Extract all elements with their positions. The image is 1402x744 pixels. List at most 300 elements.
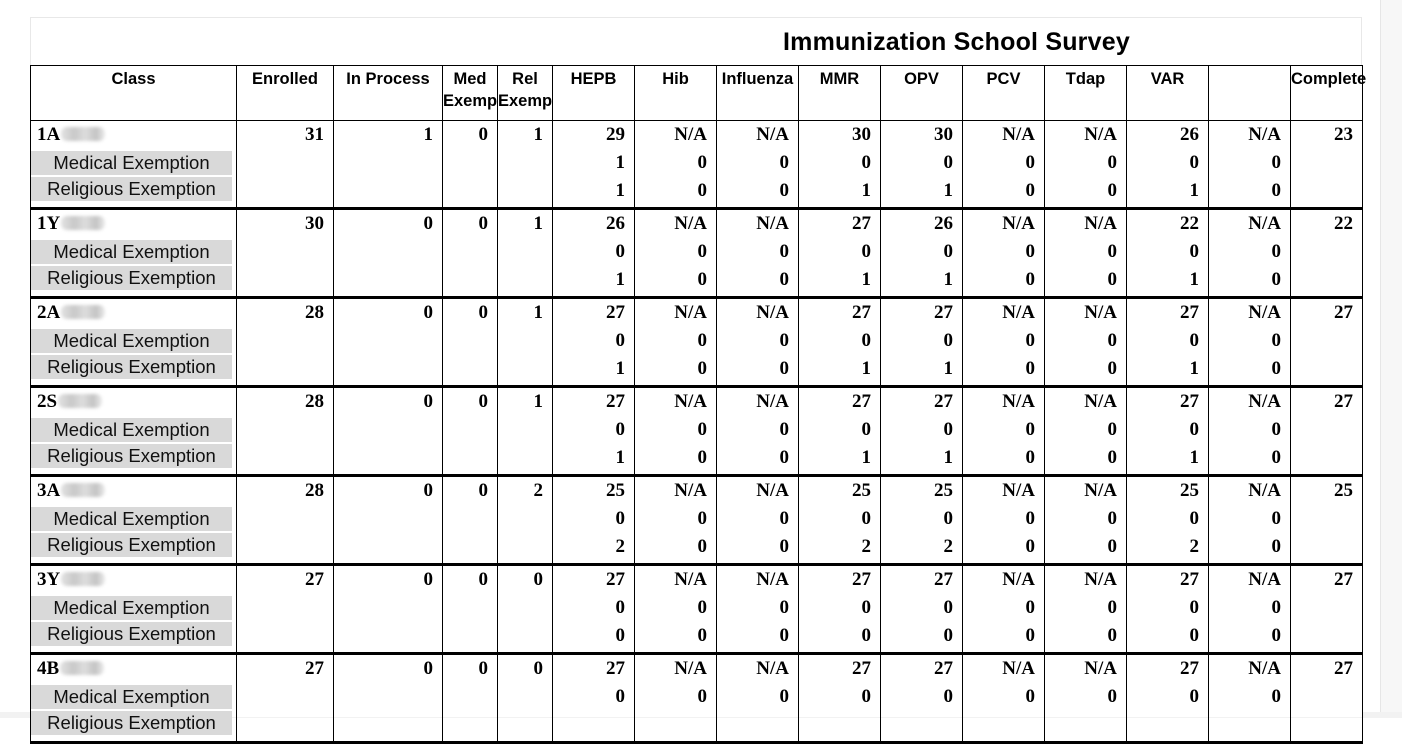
complete-value: 23 (1334, 124, 1353, 145)
vaccine-count: 26 (934, 213, 953, 234)
vaccine-count: 27 (852, 658, 871, 679)
header-row (31, 66, 1363, 121)
class-row (31, 654, 1363, 743)
vaccine-count: 27 (852, 302, 871, 323)
religious-exemption-label: Religious Exemption (31, 266, 232, 290)
vaccine-religious-count (1127, 711, 1208, 739)
vaccine-medical-count: 0 (1107, 330, 1117, 351)
class-cell (31, 565, 237, 654)
vaccine-religious-count: 0 (1025, 447, 1035, 468)
med-exemp-value: 0 (478, 480, 488, 501)
med-exemp-value: 0 (478, 569, 488, 590)
vaccine-medical-count: 0 (1189, 686, 1199, 707)
vaccine-medical-count: 0 (779, 152, 789, 173)
med-exemp-value: 0 (478, 658, 488, 679)
vaccine-count: N/A (674, 391, 707, 412)
vaccine-cell (553, 476, 635, 565)
redacted-name-blur (60, 661, 104, 675)
header-var: VAR (1127, 66, 1209, 121)
vaccine-cell (1127, 565, 1209, 654)
vaccine-count: N/A (674, 124, 707, 145)
class-cell (31, 298, 237, 387)
vaccine-medical-count: 0 (1025, 152, 1035, 173)
medical-exemption-label: Medical Exemption (31, 329, 232, 353)
vaccine-medical-count: 0 (1271, 241, 1281, 262)
report-header (30, 17, 1362, 65)
vaccine-religious-count: 0 (1025, 536, 1035, 557)
complete-cell (1291, 209, 1363, 298)
vaccine-cell (881, 298, 963, 387)
vaccine-religious-count: 0 (1271, 536, 1281, 557)
vaccine-cell (963, 654, 1045, 743)
vaccine-count: N/A (756, 480, 789, 501)
in-process-value-cell (334, 387, 443, 476)
class-cell (31, 654, 237, 743)
vaccine-medical-count: 0 (1025, 419, 1035, 440)
vaccine-count: N/A (1002, 569, 1035, 590)
vaccine-cell (1127, 209, 1209, 298)
vaccine-count: N/A (756, 391, 789, 412)
header-class: Class (31, 66, 237, 121)
vaccine-religious-count: 0 (697, 180, 707, 201)
in-process-value-cell (334, 298, 443, 387)
vaccine-religious-count (1045, 711, 1126, 739)
med-exemp-value: 0 (478, 124, 488, 145)
vaccine-religious-count: 2 (861, 536, 871, 557)
header-in-process: In Process (334, 66, 443, 121)
vaccine-religious-count: 0 (1107, 269, 1117, 290)
vaccine-medical-count: 0 (943, 508, 953, 529)
class-cell (31, 387, 237, 476)
vaccine-medical-count: 0 (779, 686, 789, 707)
vaccine-cell (1045, 121, 1127, 209)
vaccine-count: 27 (852, 213, 871, 234)
header-mmr: MMR (799, 66, 881, 121)
rel-exemp-value-cell (498, 565, 553, 654)
vaccine-cell (635, 565, 717, 654)
in-process-value: 0 (423, 480, 433, 501)
vaccine-medical-count: 0 (1107, 508, 1117, 529)
vaccine-religious-count: 2 (1189, 536, 1199, 557)
rel-exemp-value: 2 (533, 480, 543, 501)
vaccine-cell (717, 387, 799, 476)
enrolled-value-cell (237, 387, 334, 476)
class-name-text: 1Y (37, 213, 61, 234)
vaccine-cell (553, 565, 635, 654)
vaccine-count: N/A (1248, 302, 1281, 323)
vaccine-cell (553, 387, 635, 476)
vaccine-religious-count: 0 (779, 447, 789, 468)
vaccine-medical-count: 0 (1271, 686, 1281, 707)
vaccine-count: 30 (852, 124, 871, 145)
vaccine-religious-count: 1 (861, 447, 871, 468)
vaccine-count: N/A (1084, 302, 1117, 323)
vaccine-count: N/A (1248, 391, 1281, 412)
vaccine-medical-count: 0 (697, 152, 707, 173)
complete-cell (1291, 654, 1363, 743)
in-process-value: 0 (423, 213, 433, 234)
vaccine-count: N/A (1084, 658, 1117, 679)
med-exemp-value-cell (443, 387, 498, 476)
medical-exemption-label: Medical Exemption (31, 685, 232, 709)
vaccine-count: N/A (1084, 569, 1117, 590)
class-row (31, 476, 1363, 565)
vaccine-medical-count: 0 (1271, 597, 1281, 618)
vaccine-cell (1127, 121, 1209, 209)
enrolled-value: 30 (305, 213, 324, 234)
header-rel-exemp: Rel Exemp (498, 66, 553, 121)
vaccine-religious-count: 1 (861, 180, 871, 201)
vaccine-religious-count: 1 (615, 358, 625, 379)
complete-cell (1291, 387, 1363, 476)
medical-exemption-label: Medical Exemption (31, 151, 232, 175)
vaccine-cell (635, 298, 717, 387)
vaccine-count: 25 (852, 480, 871, 501)
vaccine-count: 27 (852, 391, 871, 412)
vaccine-religious-count: 1 (615, 269, 625, 290)
vaccine-medical-count: 0 (1025, 508, 1035, 529)
header-complete: Complete (1291, 66, 1363, 121)
vaccine-religious-count: 0 (779, 269, 789, 290)
vaccine-count: 27 (1180, 302, 1199, 323)
enrolled-value: 27 (305, 658, 324, 679)
med-exemp-value-cell (443, 209, 498, 298)
enrolled-value-cell (237, 298, 334, 387)
in-process-value: 0 (423, 658, 433, 679)
vaccine-cell (881, 209, 963, 298)
vaccine-religious-count: 0 (943, 625, 953, 646)
complete-value: 27 (1334, 658, 1353, 679)
header-tdap: Tdap (1045, 66, 1127, 121)
vaccine-count: 27 (934, 302, 953, 323)
redacted-name-blur (61, 127, 105, 141)
vaccine-cell (881, 387, 963, 476)
rel-exemp-value-cell (498, 209, 553, 298)
vaccine-medical-count: 0 (861, 419, 871, 440)
in-process-value: 1 (423, 124, 433, 145)
vaccine-count: N/A (1248, 569, 1281, 590)
vaccine-count: N/A (1084, 124, 1117, 145)
rel-exemp-value-cell (498, 121, 553, 209)
vaccine-medical-count: 0 (861, 508, 871, 529)
vaccine-medical-count: 0 (615, 419, 625, 440)
vaccine-cell (1127, 654, 1209, 743)
vaccine-count: 22 (1180, 213, 1199, 234)
vaccine-cell (717, 565, 799, 654)
enrolled-value: 31 (305, 124, 324, 145)
vaccine-medical-count: 0 (779, 508, 789, 529)
vaccine-medical-count: 0 (1271, 152, 1281, 173)
vaccine-cell (881, 476, 963, 565)
rel-exemp-value: 1 (533, 391, 543, 412)
vaccine-religious-count: 1 (615, 180, 625, 201)
vaccine-religious-count: 1 (1189, 358, 1199, 379)
rel-exemp-value: 0 (533, 658, 543, 679)
complete-value: 22 (1334, 213, 1353, 234)
vaccine-cell (635, 121, 717, 209)
religious-exemption-label: Religious Exemption (31, 355, 232, 379)
vaccine-religious-count: 2 (615, 536, 625, 557)
enrolled-value-cell (237, 209, 334, 298)
vaccine-medical-count: 0 (779, 330, 789, 351)
med-exemp-value: 0 (478, 213, 488, 234)
vaccine-religious-count: 1 (615, 447, 625, 468)
survey-body (31, 121, 1363, 743)
vaccine-medical-count: 0 (1271, 330, 1281, 351)
in-process-value: 0 (423, 569, 433, 590)
rel-exemp-value-cell (498, 387, 553, 476)
class-row (31, 565, 1363, 654)
class-row (31, 121, 1363, 209)
med-exemp-value-cell (443, 298, 498, 387)
vaccine-cell (1127, 387, 1209, 476)
vaccine-religious-count: 0 (779, 180, 789, 201)
vaccine-cell (553, 298, 635, 387)
vaccine-medical-count: 0 (615, 330, 625, 351)
vaccine-religious-count: 0 (1271, 358, 1281, 379)
med-exemp-value-cell (443, 565, 498, 654)
class-name (31, 477, 236, 505)
in-process-value-cell (334, 121, 443, 209)
vaccine-medical-count: 0 (1107, 597, 1117, 618)
vaccine-cell (717, 476, 799, 565)
vaccine-cell (963, 387, 1045, 476)
vaccine-medical-count: 0 (697, 597, 707, 618)
vaccine-cell (881, 654, 963, 743)
report-title: Immunization School Survey (783, 28, 1130, 56)
class-name (31, 121, 236, 149)
vaccine-cell (799, 387, 881, 476)
vaccine-cell (1209, 298, 1291, 387)
class-name (31, 388, 236, 416)
vaccine-religious-count (1209, 711, 1290, 739)
vaccine-religious-count: 0 (779, 536, 789, 557)
complete-cell (1291, 476, 1363, 565)
vaccine-cell (1127, 476, 1209, 565)
vaccine-cell (1209, 209, 1291, 298)
vaccine-religious-count: 0 (1271, 269, 1281, 290)
vaccine-medical-count: 1 (615, 152, 625, 173)
vaccine-count: N/A (674, 302, 707, 323)
class-name (31, 210, 236, 238)
complete-cell (1291, 298, 1363, 387)
vaccine-count: 29 (606, 124, 625, 145)
survey-table (30, 65, 1367, 744)
vaccine-medical-count: 0 (615, 241, 625, 262)
vaccine-religious-count: 0 (1271, 625, 1281, 646)
vaccine-cell (553, 654, 635, 743)
medical-exemption-label: Medical Exemption (31, 418, 232, 442)
viewer-scroll-area[interactable] (1380, 0, 1402, 718)
vaccine-count: N/A (1248, 213, 1281, 234)
vaccine-medical-count: 0 (1025, 241, 1035, 262)
vaccine-medical-count: 0 (943, 330, 953, 351)
vaccine-medical-count: 0 (697, 686, 707, 707)
vaccine-count: N/A (674, 658, 707, 679)
redacted-name-blur (61, 483, 105, 497)
vaccine-cell (717, 298, 799, 387)
report-page (30, 17, 1367, 733)
vaccine-medical-count: 0 (1189, 597, 1199, 618)
vaccine-religious-count: 0 (1025, 625, 1035, 646)
vaccine-count: 27 (606, 658, 625, 679)
redacted-name-blur (61, 572, 105, 586)
vaccine-religious-count (717, 711, 798, 739)
vaccine-medical-count: 0 (779, 597, 789, 618)
vaccine-medical-count: 0 (1107, 686, 1117, 707)
vaccine-medical-count: 0 (943, 152, 953, 173)
class-name-text: 2S (37, 391, 58, 412)
rel-exemp-value-cell (498, 654, 553, 743)
vaccine-medical-count: 0 (1189, 152, 1199, 173)
vaccine-count: N/A (1084, 480, 1117, 501)
in-process-value-cell (334, 654, 443, 743)
vaccine-count: N/A (1248, 124, 1281, 145)
vaccine-medical-count: 0 (697, 330, 707, 351)
vaccine-count: 27 (852, 569, 871, 590)
vaccine-medical-count: 0 (943, 686, 953, 707)
vaccine-religious-count: 0 (697, 358, 707, 379)
vaccine-religious-count: 0 (861, 625, 871, 646)
class-name-text: 3Y (37, 569, 61, 590)
vaccine-count: N/A (1002, 302, 1035, 323)
vaccine-medical-count: 0 (1107, 241, 1117, 262)
vaccine-medical-count: 0 (943, 419, 953, 440)
vaccine-cell (963, 298, 1045, 387)
vaccine-count: 30 (934, 124, 953, 145)
vaccine-religious-count (635, 711, 716, 739)
vaccine-cell (799, 209, 881, 298)
vaccine-count: 26 (606, 213, 625, 234)
vaccine-religious-count: 0 (1025, 358, 1035, 379)
vaccine-religious-count: 2 (943, 536, 953, 557)
vaccine-religious-count: 0 (779, 358, 789, 379)
in-process-value-cell (334, 476, 443, 565)
vaccine-cell (1209, 654, 1291, 743)
religious-exemption-label: Religious Exemption (31, 711, 232, 735)
complete-cell (1291, 121, 1363, 209)
in-process-value: 0 (423, 302, 433, 323)
vaccine-cell (635, 209, 717, 298)
in-process-value-cell (334, 565, 443, 654)
vaccine-medical-count: 0 (1189, 419, 1199, 440)
vaccine-count: N/A (1248, 658, 1281, 679)
class-row (31, 209, 1363, 298)
vaccine-medical-count: 0 (1107, 152, 1117, 173)
vaccine-count: N/A (1002, 658, 1035, 679)
class-name (31, 655, 236, 683)
vaccine-cell (1045, 298, 1127, 387)
vaccine-medical-count: 0 (861, 597, 871, 618)
vaccine-medical-count: 0 (1025, 686, 1035, 707)
enrolled-value-cell (237, 476, 334, 565)
med-exemp-value: 0 (478, 391, 488, 412)
religious-exemption-label: Religious Exemption (31, 177, 232, 201)
vaccine-count: 27 (606, 391, 625, 412)
vaccine-medical-count: 0 (861, 686, 871, 707)
vaccine-count: 25 (606, 480, 625, 501)
class-name-text: 3A (37, 480, 61, 501)
vaccine-medical-count: 0 (697, 241, 707, 262)
vaccine-count: N/A (756, 124, 789, 145)
enrolled-value: 28 (305, 302, 324, 323)
class-name-text: 4B (37, 658, 60, 679)
medical-exemption-label: Medical Exemption (31, 507, 232, 531)
vaccine-religious-count: 0 (779, 625, 789, 646)
rel-exemp-value: 1 (533, 302, 543, 323)
religious-exemption-label: Religious Exemption (31, 533, 232, 557)
vaccine-cell (1045, 565, 1127, 654)
vaccine-cell (635, 654, 717, 743)
vaccine-medical-count: 0 (1025, 597, 1035, 618)
vaccine-cell (717, 654, 799, 743)
class-row (31, 387, 1363, 476)
vaccine-count: 25 (1180, 480, 1199, 501)
vaccine-count: N/A (1248, 480, 1281, 501)
in-process-value-cell (334, 209, 443, 298)
vaccine-medical-count: 0 (1271, 508, 1281, 529)
vaccine-cell (799, 654, 881, 743)
rel-exemp-value: 1 (533, 124, 543, 145)
vaccine-religious-count: 0 (1271, 180, 1281, 201)
vaccine-count: 27 (1180, 391, 1199, 412)
enrolled-value-cell (237, 565, 334, 654)
vaccine-cell (1127, 298, 1209, 387)
class-name (31, 299, 236, 327)
rel-exemp-value: 1 (533, 213, 543, 234)
header-influenza: Influenza (717, 66, 799, 121)
vaccine-cell (635, 476, 717, 565)
vaccine-cell (799, 298, 881, 387)
redacted-name-blur (58, 394, 102, 408)
vaccine-count: 27 (934, 391, 953, 412)
class-cell (31, 121, 237, 209)
enrolled-value: 28 (305, 480, 324, 501)
vaccine-count: N/A (674, 480, 707, 501)
vaccine-religious-count: 0 (1189, 625, 1199, 646)
vaccine-religious-count: 1 (1189, 447, 1199, 468)
complete-value: 27 (1334, 391, 1353, 412)
header-med-exemp: Med Exemp (443, 66, 498, 121)
vaccine-religious-count: 1 (943, 447, 953, 468)
vaccine-count: 25 (934, 480, 953, 501)
enrolled-value: 27 (305, 569, 324, 590)
med-exemp-value-cell (443, 121, 498, 209)
vaccine-religious-count (553, 711, 634, 739)
vaccine-religious-count: 0 (697, 447, 707, 468)
vaccine-religious-count: 1 (861, 269, 871, 290)
vaccine-religious-count: 0 (1107, 447, 1117, 468)
rel-exemp-value: 0 (533, 569, 543, 590)
vaccine-medical-count: 0 (779, 419, 789, 440)
vaccine-religious-count (799, 711, 880, 739)
vaccine-cell (963, 209, 1045, 298)
vaccine-medical-count: 0 (697, 508, 707, 529)
vaccine-religious-count: 0 (615, 625, 625, 646)
vaccine-religious-count: 1 (943, 358, 953, 379)
vaccine-medical-count: 0 (615, 597, 625, 618)
vaccine-religious-count: 1 (943, 269, 953, 290)
religious-exemption-label: Religious Exemption (31, 622, 232, 646)
vaccine-cell (1045, 654, 1127, 743)
vaccine-religious-count: 0 (1107, 358, 1117, 379)
vaccine-cell (799, 121, 881, 209)
vaccine-medical-count: 0 (861, 241, 871, 262)
enrolled-value-cell (237, 121, 334, 209)
vaccine-religious-count: 0 (697, 625, 707, 646)
vaccine-medical-count: 0 (861, 330, 871, 351)
vaccine-religious-count: 0 (1025, 269, 1035, 290)
